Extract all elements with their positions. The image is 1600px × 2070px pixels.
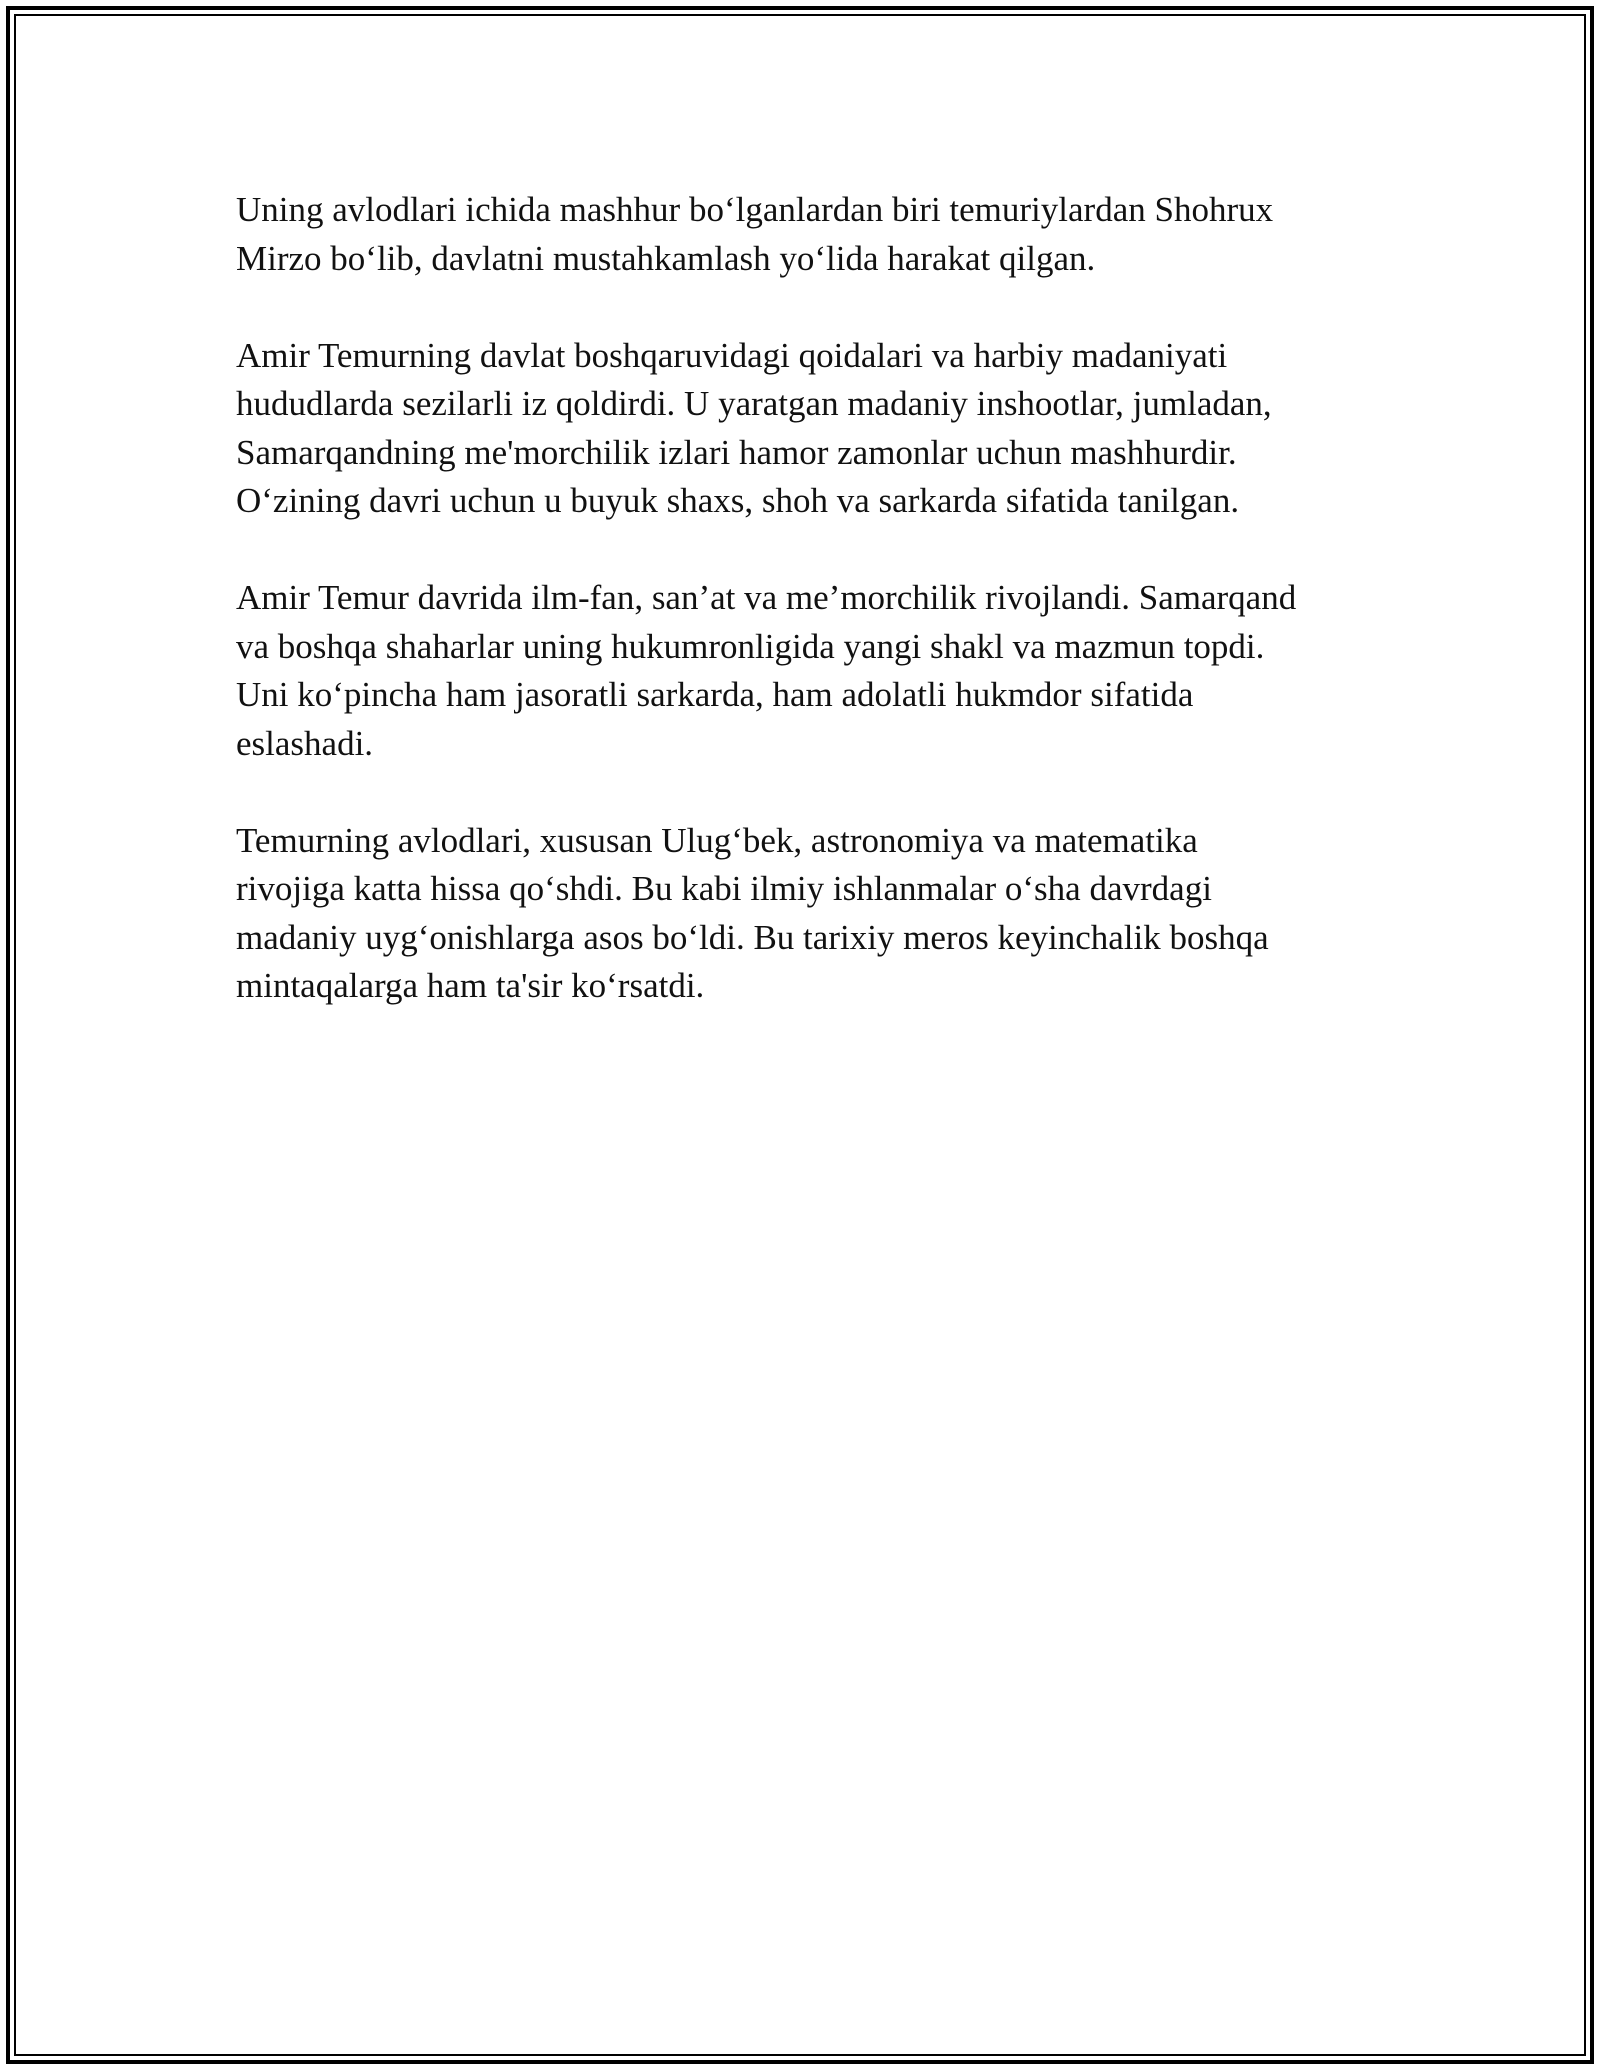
text-line: O‘zining davri uchun u buyuk shaxs, shoh va sarkarda sifatida tanilgan. [236,481,1240,520]
paragraph-3 [236,574,1366,768]
text-line: Mirzo bo‘lib, davlatni mustahkamlash yo‘lida harakat qilgan. [236,238,1096,278]
text-line: Amir Temur davrida ilm-fan, san’at va me’morchilik rivojlandi. Samarqand [236,578,1297,617]
text-line: va boshqa shaharlar uning hukumronligida yangi shakl va mazmun topdi. [236,626,1265,666]
text-line: hududlarda sezilarli iz qoldirdi. U yaratgan madaniy inshootlar, jumladan, [236,384,1272,423]
text-line: madaniy uyg‘onishlarga asos bo‘ldi. Bu tarixiy meros keyinchalik boshqa [236,917,1269,957]
paragraph-4 [236,817,1366,1011]
text-line: Amir Temurning davlat boshqaruvidagi qoidalari va harbiy madaniyati [236,335,1228,375]
text-line: Temurning avlodlari, xususan Ulug‘bek, astronomiya va matematika [236,820,1198,860]
paragraph-2 [236,332,1366,526]
text-line: Samarqandning me'morchilik izlari hamor zamonlar uchun mashhurdir. [236,432,1237,472]
text-line: Uni ko‘pincha ham jasoratli sarkarda, ham adolatli hukmdor sifatida [236,675,1194,714]
text-line: Uning avlodlari ichida mashhur bo‘lganlardan biri temuriylardan Shohrux [236,190,1274,229]
paragraph-1 [236,186,1366,283]
text-line: rivojiga katta hissa qo‘shdi. Bu kabi ilmiy ishlanmalar o‘sha davrdagi [236,869,1212,908]
text-line: mintaqalarga ham ta'sir ko‘rsatdi. [236,966,705,1005]
text-line: eslashadi. [236,723,374,763]
document-body [236,186,1366,1059]
